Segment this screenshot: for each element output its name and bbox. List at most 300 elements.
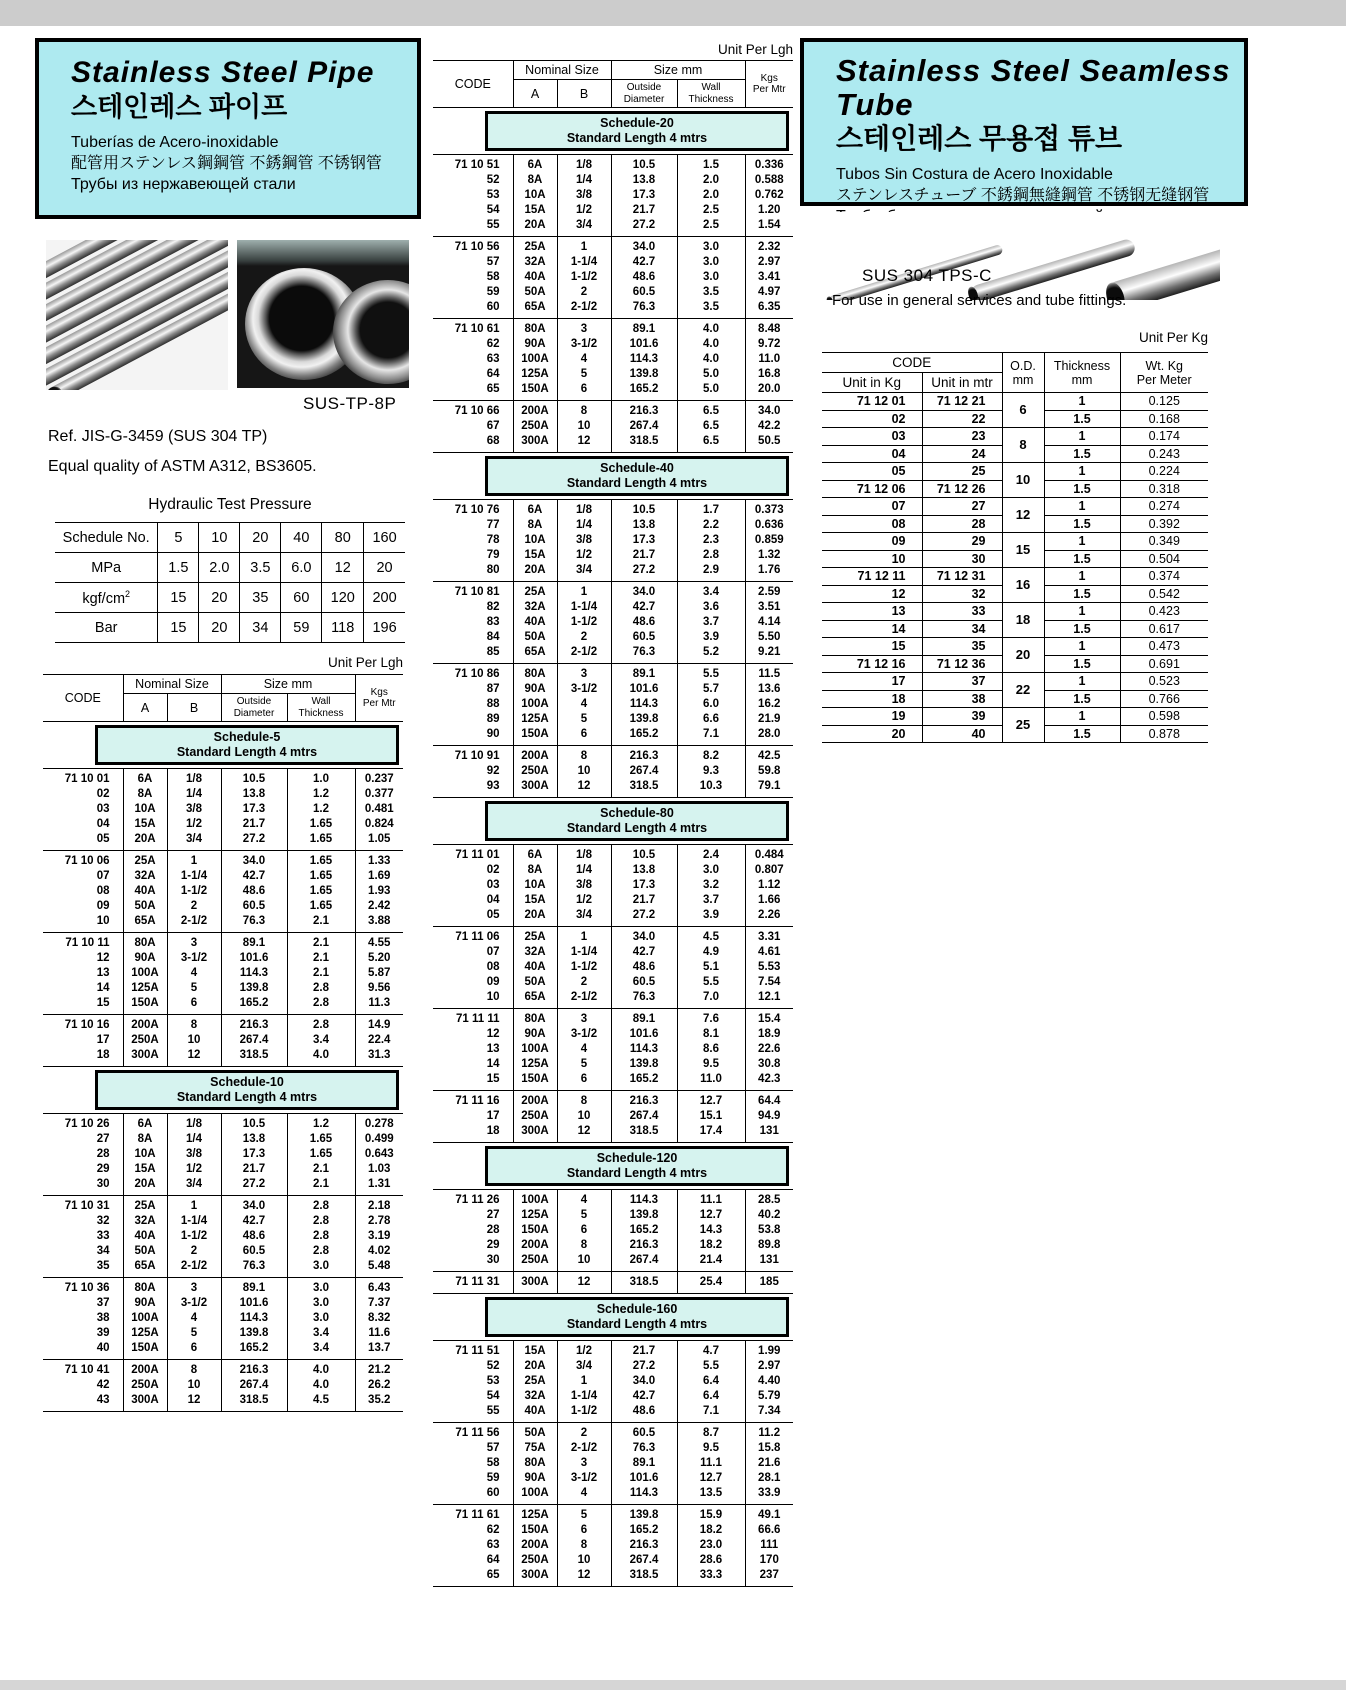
value-cell: 5.50 bbox=[745, 630, 793, 645]
od-line: Outside bbox=[626, 82, 662, 93]
thickness-cell: 1.5 bbox=[1044, 655, 1120, 673]
od-header bbox=[1002, 353, 1044, 393]
value-cell: 3.7 bbox=[677, 893, 745, 908]
value-cell: 21.7 bbox=[611, 893, 677, 908]
value-cell: 3.51 bbox=[745, 600, 793, 615]
table-row bbox=[43, 1114, 403, 1133]
value-cell: 13.5 bbox=[677, 1486, 745, 1505]
weight-cell: 0.878 bbox=[1120, 725, 1208, 743]
code-cell: 63 bbox=[486, 353, 500, 365]
value-cell: 114.3 bbox=[611, 697, 677, 712]
value-cell: 6 bbox=[557, 382, 611, 401]
code-mtr-cell: 35 bbox=[922, 638, 1002, 656]
tube-title-cjk: ステンレスチューブ 不銹鋼無縫鋼管 不锈钢无缝钢管 bbox=[836, 187, 1210, 204]
value-cell: 250A bbox=[513, 764, 557, 779]
code-cell: 68 bbox=[486, 435, 500, 447]
code-cell: 71 11 51 bbox=[455, 1345, 500, 1357]
tube-title: Stainless Steel Seamless Tube bbox=[836, 53, 1231, 122]
table-row bbox=[43, 1341, 403, 1360]
thickness-header bbox=[1044, 353, 1120, 393]
hydraulic-value: 12 bbox=[322, 553, 364, 583]
value-cell: 165.2 bbox=[611, 1523, 677, 1538]
value-cell: 6.43 bbox=[355, 1278, 403, 1297]
value-cell: 27.2 bbox=[611, 563, 677, 582]
pipe-header-box bbox=[35, 38, 421, 219]
value-cell: 2.8 bbox=[287, 1015, 355, 1034]
value-cell: 5 bbox=[167, 1326, 221, 1341]
table-row bbox=[433, 203, 793, 218]
value-cell: 50A bbox=[513, 630, 557, 645]
value-cell: 1/2 bbox=[557, 1341, 611, 1360]
weight-cell: 0.542 bbox=[1120, 585, 1208, 603]
value-cell: 21.7 bbox=[611, 203, 677, 218]
value-cell: 34.0 bbox=[221, 851, 287, 870]
value-cell: 48.6 bbox=[611, 960, 677, 975]
hydraulic-table bbox=[55, 522, 405, 643]
weight-cell: 0.274 bbox=[1120, 498, 1208, 516]
value-cell: 3.9 bbox=[677, 908, 745, 927]
code-cell: 12 bbox=[96, 952, 110, 964]
table-row bbox=[822, 428, 1208, 446]
code-cell: 33 bbox=[96, 1230, 110, 1242]
weight-cell: 0.318 bbox=[1120, 480, 1208, 498]
value-cell: 2 bbox=[557, 975, 611, 990]
thickness-cell: 1.5 bbox=[1044, 690, 1120, 708]
value-cell: 9.56 bbox=[355, 981, 403, 996]
value-cell: 300A bbox=[123, 1393, 167, 1412]
value-cell: 28.6 bbox=[677, 1553, 745, 1568]
code-cell: 62 bbox=[486, 1524, 500, 1536]
value-cell: 4 bbox=[557, 1486, 611, 1505]
value-cell: 111 bbox=[745, 1538, 793, 1553]
value-cell: 50A bbox=[513, 1423, 557, 1442]
value-cell: 5 bbox=[557, 712, 611, 727]
table-row bbox=[433, 382, 793, 401]
value-cell: 8 bbox=[557, 401, 611, 420]
value-cell: 48.6 bbox=[221, 1229, 287, 1244]
value-cell: 4.97 bbox=[745, 285, 793, 300]
value-cell: 65A bbox=[513, 645, 557, 664]
table-row bbox=[433, 1009, 793, 1028]
table-row bbox=[433, 664, 793, 683]
value-cell: 0.481 bbox=[355, 802, 403, 817]
value-cell: 6.5 bbox=[677, 434, 745, 453]
value-cell: 5.48 bbox=[355, 1259, 403, 1278]
value-cell: 8.6 bbox=[677, 1042, 745, 1057]
wall-line: Thickness bbox=[298, 707, 344, 719]
value-cell: 1-1/4 bbox=[167, 1214, 221, 1229]
pipe-bundle-graphic bbox=[46, 240, 228, 390]
code-cell: 77 bbox=[486, 519, 500, 531]
value-cell: 80A bbox=[513, 1456, 557, 1471]
table-row bbox=[433, 1568, 793, 1587]
value-cell: 15A bbox=[123, 1162, 167, 1177]
value-cell: 0.824 bbox=[355, 817, 403, 832]
value-cell: 4.02 bbox=[355, 1244, 403, 1259]
value-cell: 28.1 bbox=[745, 1471, 793, 1486]
value-cell: 2.32 bbox=[745, 237, 793, 256]
outside-diameter-header bbox=[221, 694, 287, 722]
table-row bbox=[822, 603, 1208, 621]
table-row bbox=[433, 1523, 793, 1538]
banner-cell bbox=[433, 108, 793, 155]
code-cell: 15 bbox=[486, 1073, 500, 1085]
value-cell: 10A bbox=[123, 802, 167, 817]
od-line: Diameter bbox=[623, 93, 665, 105]
table-row bbox=[822, 638, 1208, 656]
value-cell: 9.72 bbox=[745, 337, 793, 352]
value-cell: 3 bbox=[167, 1278, 221, 1297]
banner-row bbox=[433, 453, 793, 500]
table-row bbox=[433, 434, 793, 453]
weight-cell: 0.691 bbox=[1120, 655, 1208, 673]
value-cell: 216.3 bbox=[611, 746, 677, 765]
table-row bbox=[433, 1091, 793, 1110]
code-mtr-cell: 27 bbox=[922, 498, 1002, 516]
value-cell: 40A bbox=[123, 884, 167, 899]
value-cell: 1 bbox=[557, 582, 611, 601]
value-cell: 1-1/4 bbox=[167, 869, 221, 884]
code-group bbox=[43, 933, 403, 1015]
value-cell: 4 bbox=[557, 1042, 611, 1057]
value-cell: 2.8 bbox=[677, 548, 745, 563]
thickness-cell: 1.5 bbox=[1044, 550, 1120, 568]
value-cell: 8A bbox=[513, 518, 557, 533]
table-row bbox=[822, 568, 1208, 586]
value-cell: 3.31 bbox=[745, 927, 793, 946]
value-cell: 17.3 bbox=[611, 188, 677, 203]
value-cell: 6A bbox=[513, 155, 557, 174]
schedule-banner bbox=[43, 722, 403, 769]
value-cell: 114.3 bbox=[611, 1190, 677, 1209]
code-cell: 13 bbox=[96, 967, 110, 979]
value-cell: 33.9 bbox=[745, 1486, 793, 1505]
table-row bbox=[433, 352, 793, 367]
code-cell: 28 bbox=[96, 1148, 110, 1160]
thickness-cell: 1 bbox=[1044, 393, 1120, 411]
seamless-tube-photo bbox=[820, 212, 1220, 300]
value-cell: 4 bbox=[167, 966, 221, 981]
table-row bbox=[43, 1326, 403, 1341]
value-cell: 89.1 bbox=[611, 1456, 677, 1471]
value-cell: 3.4 bbox=[677, 582, 745, 601]
value-cell: 15A bbox=[513, 1341, 557, 1360]
table-row bbox=[43, 1132, 403, 1147]
value-cell: 76.3 bbox=[611, 1441, 677, 1456]
code-mtr-cell: 34 bbox=[922, 620, 1002, 638]
table-row bbox=[433, 1456, 793, 1471]
value-cell: 150A bbox=[513, 1072, 557, 1091]
code-cell: 54 bbox=[486, 1390, 500, 1402]
use-note: For use in general services and tube fittings. bbox=[832, 292, 1127, 309]
tube-photo-caption: SUS 304 TPS-C bbox=[862, 266, 992, 285]
code-mtr-cell: 39 bbox=[922, 708, 1002, 726]
value-cell: 125A bbox=[513, 367, 557, 382]
value-cell: 90A bbox=[513, 682, 557, 697]
value-cell: 101.6 bbox=[221, 951, 287, 966]
value-cell: 6 bbox=[557, 1072, 611, 1091]
table-row bbox=[43, 802, 403, 817]
pipe-table-header bbox=[43, 675, 403, 722]
value-cell: 2 bbox=[557, 630, 611, 645]
schedule-name: Schedule-160 bbox=[596, 1302, 678, 1316]
value-cell: 2.8 bbox=[287, 996, 355, 1015]
value-cell: 5.87 bbox=[355, 966, 403, 981]
tube-title-spanish: Tubos Sin Costura de Acero Inoxidable bbox=[836, 166, 1113, 183]
value-cell: 1.76 bbox=[745, 563, 793, 582]
ref-standard-line: Ref. JIS-G-3459 (SUS 304 TP) bbox=[48, 428, 268, 445]
value-cell: 1 bbox=[167, 851, 221, 870]
code-group bbox=[43, 1114, 403, 1196]
code-group bbox=[433, 1272, 793, 1294]
value-cell: 2.78 bbox=[355, 1214, 403, 1229]
code-cell: 71 10 11 bbox=[65, 937, 110, 949]
value-cell: 2.1 bbox=[287, 966, 355, 981]
code-kg-cell: 12 bbox=[822, 585, 922, 603]
value-cell: 2.1 bbox=[287, 1162, 355, 1177]
value-cell: 28.0 bbox=[745, 727, 793, 746]
code-cell: 02 bbox=[486, 864, 500, 876]
table-row bbox=[433, 600, 793, 615]
code-cell: 29 bbox=[96, 1163, 110, 1175]
banner-cell bbox=[433, 453, 793, 500]
table-row bbox=[43, 851, 403, 870]
value-cell: 40A bbox=[513, 1404, 557, 1423]
value-cell: 250A bbox=[513, 1553, 557, 1568]
code-group bbox=[433, 927, 793, 1009]
value-cell: 131 bbox=[745, 1124, 793, 1143]
code-cell: 10 bbox=[96, 915, 110, 927]
value-cell: 1.65 bbox=[287, 817, 355, 832]
value-cell: 11.6 bbox=[355, 1326, 403, 1341]
value-cell: 1/2 bbox=[167, 817, 221, 832]
value-cell: 10.5 bbox=[221, 769, 287, 788]
code-cell: 08 bbox=[96, 885, 110, 897]
value-cell: 2-1/2 bbox=[557, 300, 611, 319]
value-cell: 6.35 bbox=[745, 300, 793, 319]
value-cell: 114.3 bbox=[221, 966, 287, 981]
value-cell: 23.0 bbox=[677, 1538, 745, 1553]
value-cell: 21.7 bbox=[221, 817, 287, 832]
value-cell: 59.8 bbox=[745, 764, 793, 779]
table-row bbox=[433, 1109, 793, 1124]
code-cell: 08 bbox=[486, 961, 500, 973]
table-row bbox=[433, 1042, 793, 1057]
value-cell: 11.5 bbox=[745, 664, 793, 683]
code-kg-cell: 04 bbox=[822, 445, 922, 463]
value-cell: 3.88 bbox=[355, 914, 403, 933]
value-cell: 94.9 bbox=[745, 1109, 793, 1124]
table-row bbox=[43, 1278, 403, 1297]
code-cell: 88 bbox=[486, 698, 500, 710]
value-cell: 42.7 bbox=[221, 1214, 287, 1229]
thickness-cell: 1.5 bbox=[1044, 480, 1120, 498]
value-cell: 4.14 bbox=[745, 615, 793, 630]
value-cell: 10A bbox=[513, 188, 557, 203]
value-cell: 10 bbox=[557, 764, 611, 779]
table-row bbox=[433, 533, 793, 548]
value-cell: 4 bbox=[557, 1190, 611, 1209]
value-cell: 0.588 bbox=[745, 173, 793, 188]
value-cell: 15A bbox=[513, 548, 557, 563]
value-cell: 114.3 bbox=[611, 1042, 677, 1057]
value-cell: 2.8 bbox=[287, 981, 355, 996]
code-cell: 71 11 56 bbox=[455, 1427, 500, 1439]
od-cell: 10 bbox=[1002, 463, 1044, 498]
value-cell: 1.31 bbox=[355, 1177, 403, 1196]
schedule-banner-box bbox=[485, 111, 789, 151]
value-cell: 4.0 bbox=[287, 1360, 355, 1379]
code-cell: 85 bbox=[486, 646, 500, 658]
value-cell: 6.6 bbox=[677, 712, 745, 727]
code-cell: 53 bbox=[486, 189, 500, 201]
value-cell: 5.20 bbox=[355, 951, 403, 966]
value-cell: 18.2 bbox=[677, 1523, 745, 1538]
value-cell: 34.0 bbox=[611, 927, 677, 946]
code-kg-cell: 20 bbox=[822, 725, 922, 743]
kgs-line: Per Mtr bbox=[362, 698, 396, 709]
value-cell: 216.3 bbox=[611, 401, 677, 420]
value-cell: 8.1 bbox=[677, 1027, 745, 1042]
table-row bbox=[433, 682, 793, 697]
schedule-name: Schedule-120 bbox=[596, 1151, 678, 1165]
code-cell: 57 bbox=[486, 256, 500, 268]
value-cell: 25A bbox=[123, 1196, 167, 1215]
kgs-per-mtr-header bbox=[745, 61, 793, 108]
value-cell: 6 bbox=[557, 1523, 611, 1538]
hydraulic-value: 3.5 bbox=[240, 553, 281, 583]
value-cell: 0.377 bbox=[355, 787, 403, 802]
value-cell: 3/4 bbox=[557, 218, 611, 237]
hydraulic-value: 5 bbox=[158, 523, 199, 553]
value-cell: 250A bbox=[513, 419, 557, 434]
value-cell: 17.3 bbox=[611, 878, 677, 893]
value-cell: 3 bbox=[557, 1009, 611, 1028]
value-cell: 125A bbox=[513, 1505, 557, 1524]
hydraulic-row-label: Schedule No. bbox=[55, 523, 158, 553]
value-cell: 13.7 bbox=[355, 1341, 403, 1360]
table-row bbox=[43, 966, 403, 981]
schedule-name: Schedule-5 bbox=[213, 730, 281, 744]
line: O.D. bbox=[1010, 358, 1036, 373]
table-row bbox=[43, 869, 403, 884]
thickness-cell: 1 bbox=[1044, 673, 1120, 691]
code-kg-cell: 18 bbox=[822, 690, 922, 708]
value-cell: 1/8 bbox=[557, 500, 611, 519]
code-group bbox=[43, 1196, 403, 1278]
value-cell: 1.05 bbox=[355, 832, 403, 851]
code-mtr-cell: 25 bbox=[922, 463, 1002, 481]
thickness-header-lines bbox=[1045, 359, 1120, 387]
banner-cell bbox=[43, 1067, 403, 1114]
value-cell: 6.4 bbox=[677, 1374, 745, 1389]
value-cell: 17.3 bbox=[221, 802, 287, 817]
table-row bbox=[433, 173, 793, 188]
table-row bbox=[433, 1272, 793, 1294]
value-cell: 17.3 bbox=[611, 533, 677, 548]
code-cell: 40 bbox=[96, 1342, 110, 1354]
value-cell: 1.32 bbox=[745, 548, 793, 563]
table-row bbox=[433, 518, 793, 533]
value-cell: 3.0 bbox=[677, 863, 745, 878]
code-kg-cell: 05 bbox=[822, 463, 922, 481]
tube-header-box bbox=[800, 38, 1248, 206]
seamless-tube-table bbox=[822, 352, 1208, 743]
value-cell: 34.0 bbox=[611, 582, 677, 601]
table-row bbox=[433, 878, 793, 893]
table-row bbox=[433, 975, 793, 990]
value-cell: 3/8 bbox=[167, 802, 221, 817]
value-cell: 53.8 bbox=[745, 1223, 793, 1238]
value-cell: 1/4 bbox=[557, 863, 611, 878]
table-row bbox=[43, 933, 403, 952]
schedule-banner-box bbox=[95, 1070, 399, 1110]
value-cell: 10A bbox=[513, 533, 557, 548]
value-cell: 60.5 bbox=[611, 975, 677, 990]
code-group bbox=[433, 1009, 793, 1091]
code-group bbox=[43, 1278, 403, 1360]
value-cell: 131 bbox=[745, 1253, 793, 1272]
code-cell: 32 bbox=[96, 1215, 110, 1227]
value-cell: 318.5 bbox=[611, 1272, 677, 1294]
value-cell: 50A bbox=[123, 899, 167, 914]
value-cell: 25A bbox=[123, 851, 167, 870]
table-row bbox=[433, 1208, 793, 1223]
banner-cell bbox=[433, 1294, 793, 1341]
value-cell: 8A bbox=[513, 173, 557, 188]
value-cell: 267.4 bbox=[611, 1109, 677, 1124]
code-kg-cell: 17 bbox=[822, 673, 922, 691]
code-header: CODE bbox=[64, 691, 101, 705]
value-cell: 12 bbox=[557, 434, 611, 453]
hydraulic-value: 160 bbox=[364, 523, 405, 553]
value-cell: 42.5 bbox=[745, 746, 793, 765]
table-row bbox=[43, 1393, 403, 1412]
outside-diameter-header bbox=[611, 80, 677, 108]
code-mtr-cell: 24 bbox=[922, 445, 1002, 463]
code-kg-cell: 15 bbox=[822, 638, 922, 656]
code-cell: 71 10 81 bbox=[454, 586, 500, 598]
code-cell: 07 bbox=[96, 870, 110, 882]
value-cell: 50A bbox=[513, 975, 557, 990]
value-cell: 216.3 bbox=[611, 1238, 677, 1253]
table-row bbox=[433, 863, 793, 878]
code-mtr-cell: 71 12 31 bbox=[922, 568, 1002, 586]
value-cell: 20A bbox=[513, 218, 557, 237]
value-cell: 3/4 bbox=[167, 1177, 221, 1196]
value-cell: 237 bbox=[745, 1568, 793, 1587]
value-cell: 50A bbox=[513, 285, 557, 300]
value-cell: 1.66 bbox=[745, 893, 793, 908]
table-row bbox=[433, 401, 793, 420]
table-row bbox=[433, 1471, 793, 1486]
value-cell: 1/2 bbox=[557, 893, 611, 908]
value-cell: 300A bbox=[513, 434, 557, 453]
code-cell: 30 bbox=[486, 1254, 500, 1266]
table-row bbox=[43, 1196, 403, 1215]
value-cell: 40A bbox=[513, 960, 557, 975]
value-cell: 2.26 bbox=[745, 908, 793, 927]
hydraulic-value: 80 bbox=[322, 523, 364, 553]
unit-in-kg-header: Unit in Kg bbox=[842, 375, 902, 390]
value-cell: 40A bbox=[123, 1229, 167, 1244]
value-cell: 15A bbox=[513, 203, 557, 218]
value-cell: 0.636 bbox=[745, 518, 793, 533]
code-cell: 64 bbox=[486, 1554, 500, 1566]
value-cell: 10.5 bbox=[611, 155, 677, 174]
value-cell: 139.8 bbox=[611, 1057, 677, 1072]
code-mtr-cell: 23 bbox=[922, 428, 1002, 446]
